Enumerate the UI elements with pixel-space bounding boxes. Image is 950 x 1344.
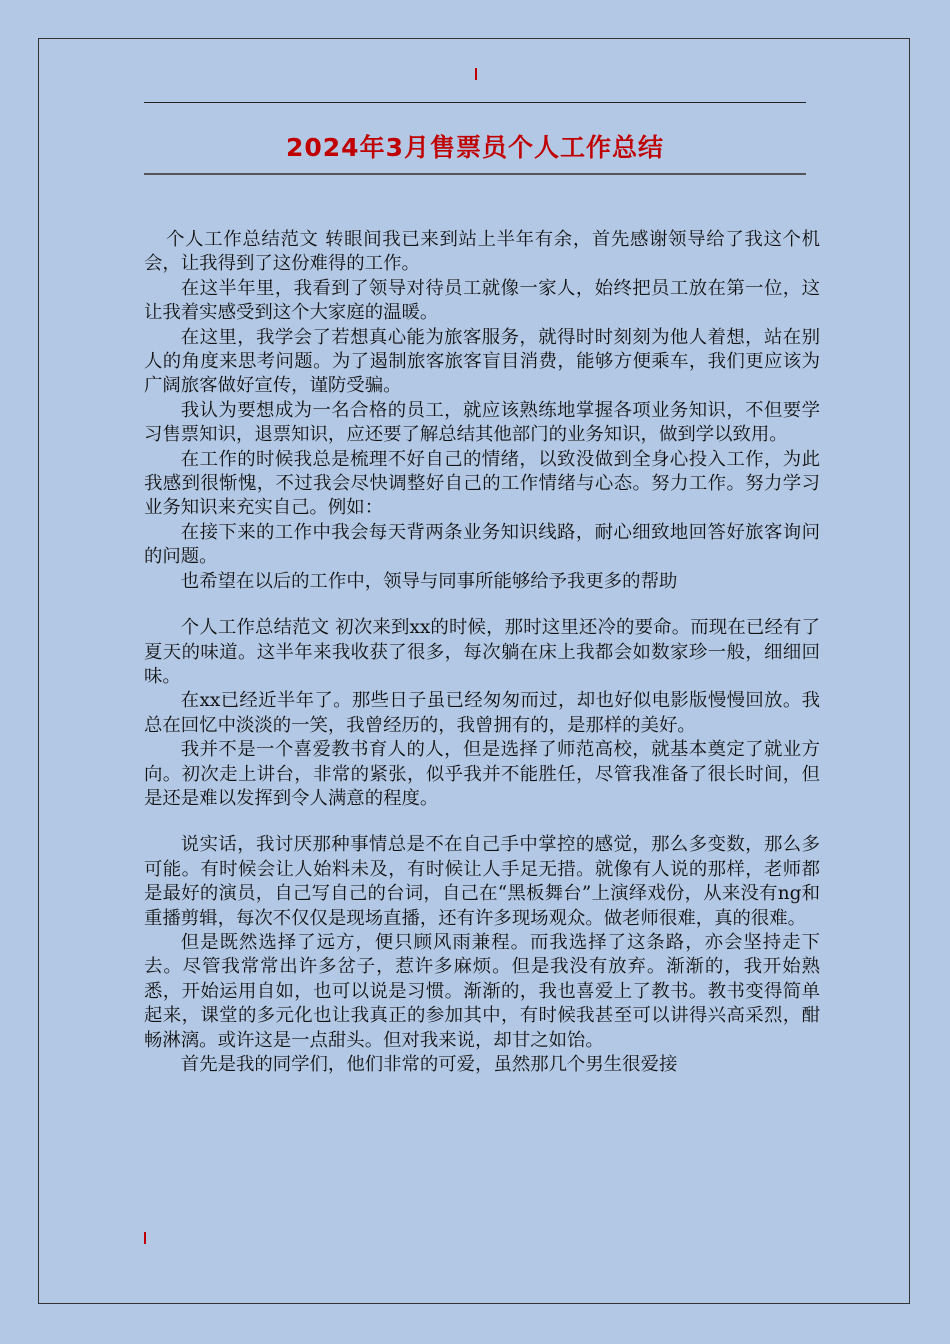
document-body	[144, 228, 820, 1077]
paragraph-8: 个人工作总结范文 初次来到xx的时候，那时这里还冷的要命。而现在已经有了夏天的味道。这半年来我收获了很多，每次躺在床上我都会如数家珍一般，细细回味。	[144, 617, 820, 687]
document-title: 2024年3月售票员个人工作总结	[286, 133, 664, 162]
paragraph-11: 说实话，我讨厌那种事情总是不在自己手中掌控的感觉，那么多变数，那么多可能。有时候会让人始料未及，有时候让人手足无措。就像有人说的那样，老师都是最好的演员，自己写自己的台词，自己在“黑板舞台”上演绎戏份，从来没有ng和重播剪辑，每次不仅仅是现场直播，还有许多现场观众。做老师很难，真的很难。	[144, 834, 820, 929]
paragraph-2: 在这半年里，我看到了领导对待员工就像一家人，始终把员工放在第一位，这让我着实感受到这个大家庭的温暖。	[144, 277, 820, 324]
header-rule	[144, 102, 806, 103]
header-cursor-mark	[475, 68, 477, 80]
paragraph-4: 我认为要想成为一名合格的员工，就应该熟练地掌握各项业务知识，不但要学习售票知识，退票知识，应还要了解总结其他部门的业务知识，做到学以致用。	[144, 399, 820, 446]
paragraph-7: 也希望在以后的工作中，领导与同事所能够给予我更多的帮助	[180, 570, 678, 592]
footer-cursor-mark	[144, 1232, 146, 1244]
paragraph-5: 在工作的时候我总是梳理不好自己的情绪，以致没做到全身心投入工作，为此我感到很惭愧，不过我会尽快调整好自己的工作情绪与心态。努力工作。努力学习业务知识来充实自己。例如：	[144, 448, 820, 519]
paragraph-12: 但是既然选择了远方，便只顾风雨兼程。而我选择了这条路，亦会坚持走下去。尽管我常常出许多岔子，惹许多麻烦。但是我没有放弃。渐渐的，我开始熟悉，开始运用自如，也可以说是习惯。渐渐的，我也喜爱上了教书。教书变得简单起来，课堂的多元化也让我真正的参加其中，有时候我甚至可以讲得兴高采烈，酣畅淋漓。或许这是一点甜头。但对我来说，却甘之如饴。	[144, 931, 820, 1051]
paragraph-9: 在xx已经近半年了。那些日子虽已经匆匆而过，却也好似电影版慢慢回放。我总在回忆中淡淡的一笑，我曾经历的，我曾拥有的，是那样的美好。	[144, 690, 820, 736]
paragraph-1: 个人工作总结范文 转眼间我已来到站上半年有余，首先感谢领导给了我这个机会，让我得到了这份难得的工作。	[144, 229, 820, 275]
paragraph-13: 首先是我的同学们，他们非常的可爱，虽然那几个男生很爱接	[180, 1054, 678, 1075]
paragraph-6: 在接下来的工作中我会每天背两条业务知识线路，耐心细致地回答好旅客询问的问题。	[144, 521, 820, 568]
title-underline	[144, 173, 806, 175]
paragraph-3: 在这里，我学会了若想真心能为旅客服务，就得时时刻刻为他人着想，站在别人的角度来思考问题。为了遏制旅客旅客盲目消费，能够方便乘车，我们更应该为广阔旅客做好宣传，谨防受骗。	[144, 326, 820, 397]
paragraph-10: 我并不是一个喜爱教书育人的人，但是选择了师范高校，就基本奠定了就业方向。初次走上讲台，非常的紧张，似乎我并不能胜任，尽管我准备了很长时间，但是还是难以发挥到令人满意的程度。	[144, 739, 820, 809]
